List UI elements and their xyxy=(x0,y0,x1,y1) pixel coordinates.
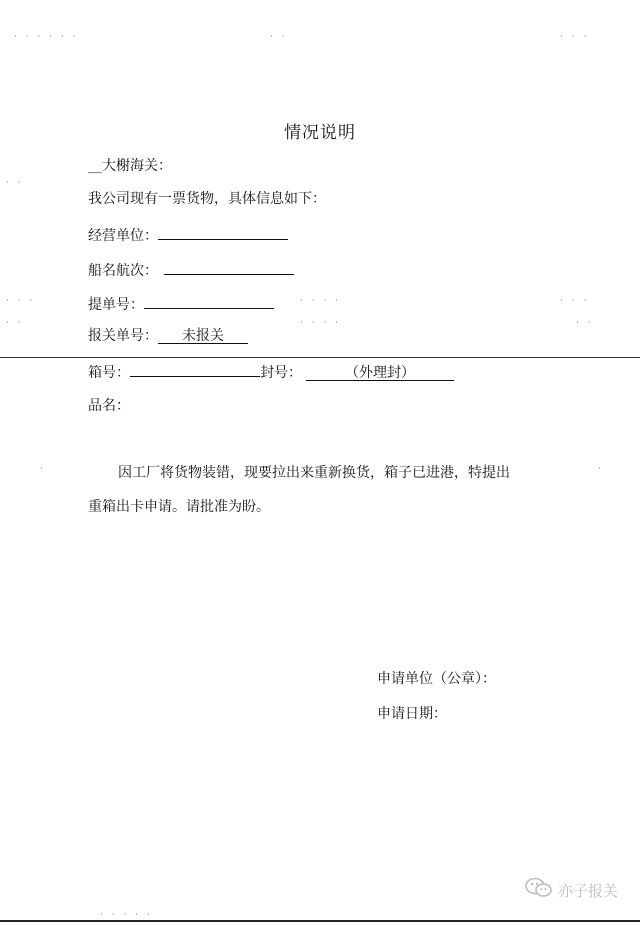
goods-field xyxy=(88,397,130,415)
declaration-field xyxy=(88,327,248,345)
scan-noise: · · · xyxy=(560,296,590,306)
vessel-label: 船名航次： xyxy=(88,263,158,279)
paragraph-line-2: 重箱出卡申请。请批准为盼。 xyxy=(88,499,270,515)
bl-label: 提单号： xyxy=(88,297,144,313)
addressee-suffix: 海关： xyxy=(130,158,172,174)
scan-noise: · · xyxy=(6,178,24,188)
container-seal-field xyxy=(88,362,454,382)
scan-noise: · xyxy=(598,464,604,474)
declaration-value: 未报关 xyxy=(158,329,248,344)
fold-line xyxy=(0,357,640,358)
declaration-label: 报关单号： xyxy=(88,328,158,344)
applicant-label: 申请单位（公章）： xyxy=(377,671,496,687)
seal-label: 封号： xyxy=(260,365,302,381)
document-title: 情况说明 xyxy=(284,123,356,143)
scan-noise: · · · xyxy=(6,296,36,306)
scan-noise: · · xyxy=(270,32,288,42)
container-blank xyxy=(130,362,260,377)
vessel-blank xyxy=(164,260,294,275)
operator-blank xyxy=(158,225,288,240)
seal-value: （外理封） xyxy=(306,366,454,381)
scan-noise: · xyxy=(40,464,46,474)
scan-noise: · · · xyxy=(560,32,590,42)
wechat-icon xyxy=(524,876,558,904)
scan-noise: · · xyxy=(6,318,24,328)
bottom-edge xyxy=(0,920,640,922)
scan-noise: · · · · · · xyxy=(14,32,79,42)
bl-field xyxy=(88,294,274,314)
watermark xyxy=(524,876,618,904)
scan-noise: · · · · xyxy=(300,318,342,328)
container-label: 箱号： xyxy=(88,365,130,381)
intro-text: 我公司现有一票货物，具体信息如下： xyxy=(88,191,326,207)
paragraph-line-1: 因工厂将货物装错，现要拉出来重新换货，箱子已进港，特提出 xyxy=(118,465,510,481)
date-label: 申请日期： xyxy=(377,706,447,722)
goods-label: 品名： xyxy=(88,398,130,414)
scan-noise: · · · · xyxy=(300,296,342,306)
customs-name: 大榭 xyxy=(102,158,130,174)
scan-noise: · · xyxy=(576,318,594,328)
operator-field xyxy=(88,225,288,245)
addressee-line xyxy=(88,157,172,175)
watermark-text: 亦子报关 xyxy=(557,881,618,900)
scan-noise: · · · · · xyxy=(100,910,153,920)
bl-blank xyxy=(144,294,274,309)
vessel-field xyxy=(88,260,294,280)
addressee-prefix: __ xyxy=(88,158,102,174)
operator-label: 经营单位： xyxy=(88,228,158,244)
